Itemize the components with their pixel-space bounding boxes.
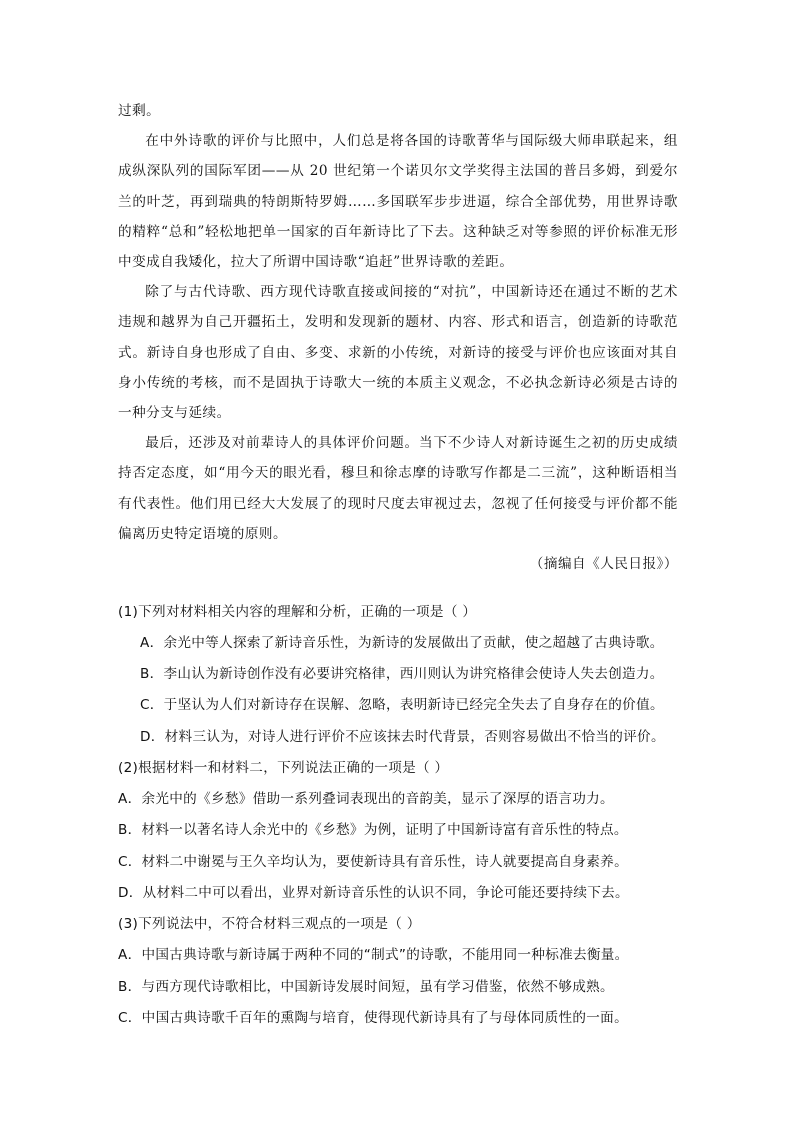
question-3-option-c[interactable]: C．中国古典诗歌千百年的熏陶与培育，使得现代新诗具有了与母体同质性的一面。 xyxy=(118,1010,628,1026)
passage xyxy=(118,96,678,579)
question-3-option-a[interactable]: A．中国古典诗歌与新诗属于两种不同的“制式”的诗歌，不能用同一种标准去衡量。 xyxy=(118,947,629,963)
passage-paragraph: 除了与古代诗歌、西方现代诗歌直接或间接的“对抗”，中国新诗还在通过不断的艺术违规和越界为自己开疆拓土，发明和发现新的题材、内容、形式和语言，创造新的诗歌范式。新诗自身也形成了自由、多变、求新的小传统，对新诗的接受与评价也应该面对其自身小传统的考核，而不是固执于诗歌大一统的本质主义观念，不必执念新诗必须是古诗的一种分支与延续。 xyxy=(118,284,678,422)
passage-paragraph: 最后，还涉及对前辈诗人的具体评价问题。当下不少诗人对新诗诞生之初的历史成绩持否定态度，如“用今天的眼光看，穆旦和徐志摩的诗歌写作都是二三流”，这种断语相当有代表性。他们用已经大大发展了的现时尺度去审视过去，忽视了任何接受与评价都不能偏离历史特定语境的原则。 xyxy=(118,435,678,542)
question-2-option-c[interactable]: C．材料二中谢冕与王久辛均认为，要使新诗具有音乐性，诗人就要提高自身素养。 xyxy=(118,854,628,870)
passage-paragraph: 在中外诗歌的评价与比照中，人们总是将各国的诗歌菁华与国际级大师串联起来，组成纵深队列的国际军团——从 20 世纪第一个诺贝尔文学奖得主法国的普吕多姆，到爱尔兰的叶芝，再到瑞典的特朗斯特罗姆……多国联军步步进逼，综合全部优势，用世界诗歌的精粹“总和”轻松地把单一国家的百年新诗比了下去。这种缺乏对等参照的评价标准无形中变成自我矮化，拉大了所谓中国诗歌“追赶”世界诗歌的差距。 xyxy=(118,133,678,271)
question-2-stem: (2)根据材料一和材料二，下列说法正确的一项是（ ） xyxy=(118,760,449,776)
question-1-option-b[interactable]: B．李山认为新诗创作没有必要讲究格律，西川则认为讲究格律会使诗人失去创造力。 xyxy=(140,666,664,682)
question-1-option-d[interactable]: D．材料三认为，对诗人进行评价不应该抹去时代背景，否则容易做出不恰当的评价。 xyxy=(140,729,665,745)
question-2-option-b[interactable]: B．材料一以著名诗人余光中的《乡愁》为例，证明了中国新诗富有音乐性的特点。 xyxy=(118,822,628,838)
question-3-stem: (3)下列说法中，不符合材料三观点的一项是（ ） xyxy=(118,916,421,932)
question-1-stem: (1)下列对材料相关内容的理解和分析，正确的一项是（ ） xyxy=(118,604,477,620)
passage-paragraph: 过剩。 xyxy=(118,103,161,119)
question-2-option-a[interactable]: A．余光中的《乡愁》借助一系列叠词表现出的音韵美，显示了深厚的语言功力。 xyxy=(118,791,614,807)
source-citation: （摘编自《人民日报》） xyxy=(529,556,678,573)
question-1-option-c[interactable]: C．于坚认为人们对新诗存在误解、忽略，表明新诗已经完全失去了自身存在的价值。 xyxy=(140,697,664,713)
question-3-option-b[interactable]: B．与西方现代诗歌相比，中国新诗发展时间短，虽有学习借鉴，依然不够成熟。 xyxy=(118,979,614,995)
question-2-option-d[interactable]: D．从材料二中可以看出，业界对新诗音乐性的认识不同，争论可能还要持续下去。 xyxy=(118,885,629,901)
question-1-option-a[interactable]: A．余光中等人探索了新诗音乐性，为新诗的发展做出了贡献，使之超越了古典诗歌。 xyxy=(140,635,664,651)
